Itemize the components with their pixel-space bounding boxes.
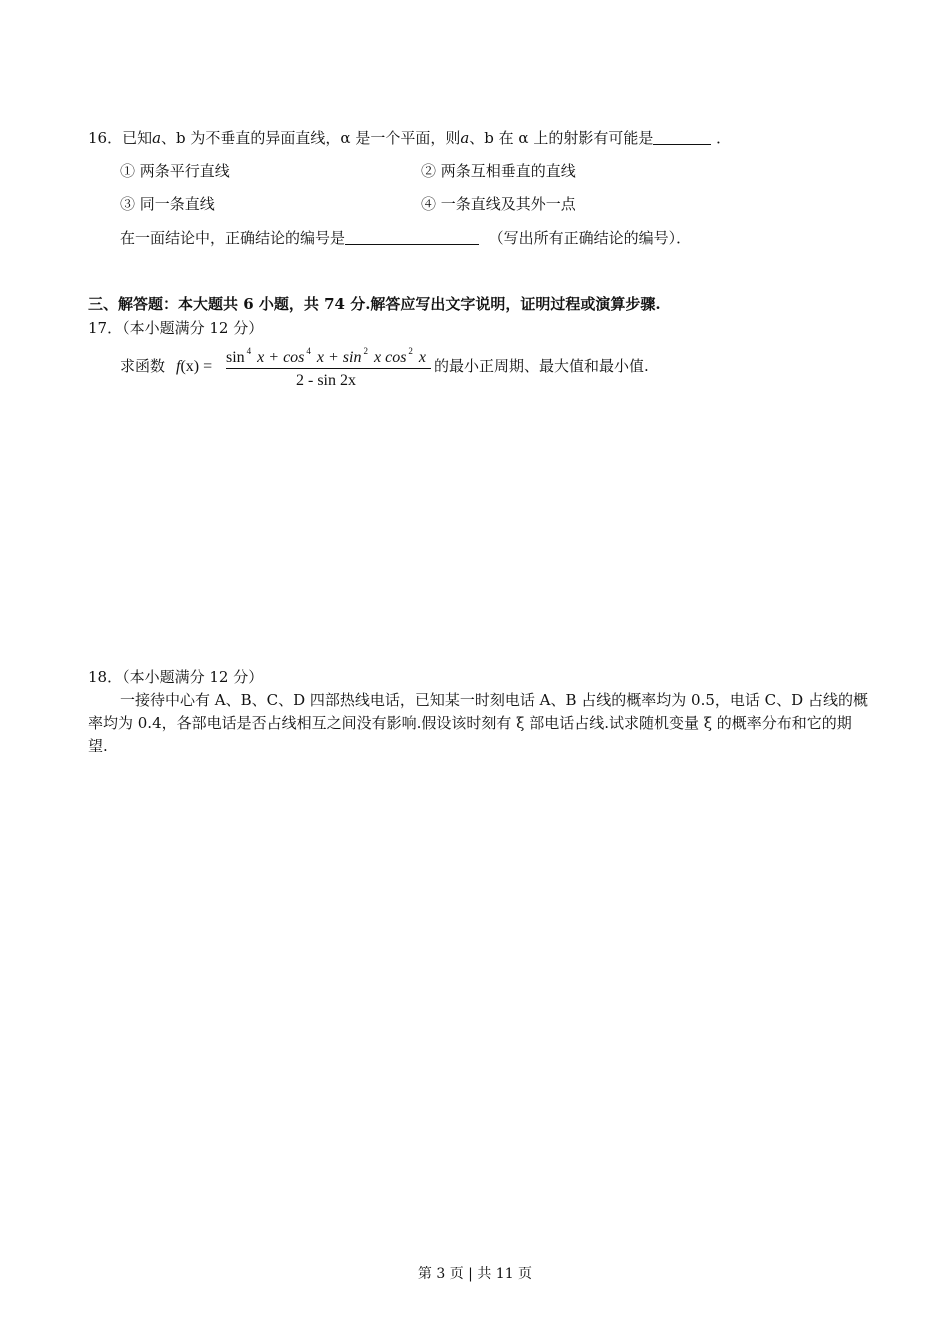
section3-heading: 三、解答题：本大题共 6 小题，共 74 分.解答应写出文字说明，证明过程或演算步骤. xyxy=(88,295,661,313)
num-part-5: x xyxy=(414,349,427,366)
num-exp-3: 2 xyxy=(363,346,368,356)
num-part-2: x + cos xyxy=(253,349,305,366)
q17-func-f: f xyxy=(176,358,181,375)
q16-option-4: ④ 一条直线及其外一点 xyxy=(421,195,576,213)
q17-function-name xyxy=(176,357,212,377)
num-part-3: x + sin xyxy=(312,349,362,366)
q17-denominator: 2 - sin 2x xyxy=(296,372,356,389)
q17-prefix: 求函数 xyxy=(120,357,166,375)
q18-header: 18．（本小题满分 12 分） xyxy=(88,668,264,686)
q16-text-2: 、b 为不垂直的异面直线，α 是一个平面，则 xyxy=(161,129,461,147)
q16-text-1: 16．已知 xyxy=(88,129,153,147)
q16-option-2: ② 两条互相垂直的直线 xyxy=(421,162,576,180)
q16-conclusion-blank[interactable] xyxy=(345,229,479,245)
q17-numerator xyxy=(226,346,426,367)
q16-var-a: a xyxy=(152,129,162,147)
q16-option-1: ① 两条平行直线 xyxy=(120,162,230,180)
q16-conclusion-text: 在一面结论中，正确结论的编号是 xyxy=(120,229,346,247)
q16-answer-blank[interactable] xyxy=(653,129,711,145)
q16-conclusion-note: （写出所有正确结论的编号）． xyxy=(488,229,692,247)
q17-header: 17．（本小题满分 12 分） xyxy=(88,319,264,337)
q17-fraction xyxy=(226,346,431,394)
num-exp-4: 2 xyxy=(408,346,413,356)
q16-var-a-2: a xyxy=(460,129,470,147)
q17-fraction-bar xyxy=(226,368,431,369)
q18-body: 一接待中心有 A、B、C、D 四部热线电话，已知某一时刻电话 A、B 占线的概率均为 0.5，电话 C、D 占线的概率均为 0.4，各部电话是否占线相互之间没有影响.假设该时刻有 ξ 部电话占线.试求随机变量 ξ 的概率分布和它的期望. xyxy=(88,691,868,755)
q16-text-3: 、b 在 α 上的射影有可能是 xyxy=(469,129,654,147)
q17-suffix: 的最小正周期、最大值和最小值. xyxy=(434,357,649,375)
num-exp-2: 4 xyxy=(306,346,311,356)
page-footer: 第 3 页 | 共 11 页 xyxy=(417,1266,533,1282)
q17-func-arg: (x) = xyxy=(180,358,213,375)
num-part-4: x cos xyxy=(369,349,407,366)
num-sin: sin xyxy=(226,349,245,366)
q16-option-3: ③ 同一条直线 xyxy=(120,195,215,213)
q16-conclusion xyxy=(120,228,691,248)
num-exp-1: 4 xyxy=(246,346,252,356)
q16-period: ． xyxy=(716,129,732,147)
q16-stem xyxy=(88,128,731,148)
